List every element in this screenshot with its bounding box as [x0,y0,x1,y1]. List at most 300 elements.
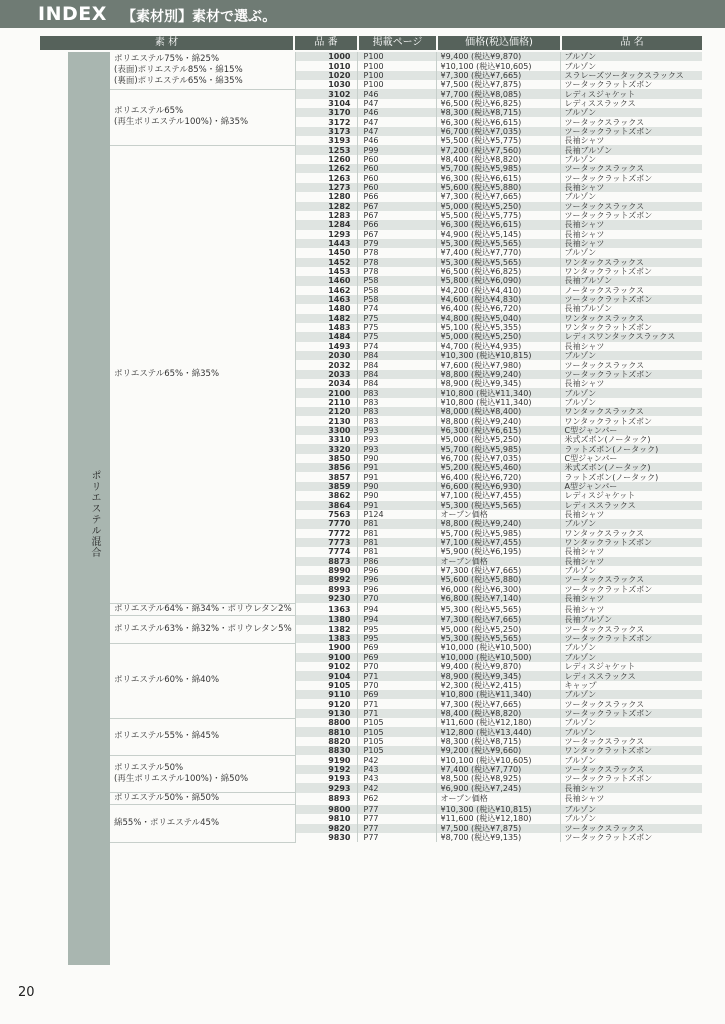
product-name-cell: ツータックラットズボン [560,774,702,783]
page-ref-cell: P71 [357,671,436,680]
product-name-cell: ツータックラットズボン [560,80,702,89]
product-name-cell: 長袖シャツ [560,220,702,229]
page-ref-cell: P47 [357,99,436,108]
product-name-cell: 米式ズボン(ノータック) [560,463,702,472]
product-name-cell: レディスジャケット [560,89,702,98]
price-cell: ¥5,000 (税込¥5,250) [436,202,560,211]
page-ref-cell: P94 [357,615,436,624]
product-name-cell: ツータックスラックス [560,824,702,833]
page-ref-cell: P78 [357,258,436,267]
table-row [110,793,702,805]
product-code-cell: 3862 [295,491,357,500]
page-ref-cell: P70 [357,681,436,690]
product-name-cell: キャップ [560,681,702,690]
page-ref-cell: P75 [357,332,436,341]
product-code-cell: 1380 [295,615,357,624]
page-ref-cell: P100 [357,80,436,89]
product-code-cell: 9130 [295,709,357,718]
product-code-cell: 9105 [295,681,357,690]
product-name-cell: ラットズボン(ノータック) [560,444,702,453]
page-ref-cell: P100 [357,52,436,61]
page-ref-cell: P71 [357,709,436,718]
price-cell: ¥6,700 (税込¥7,035) [436,454,560,463]
product-code-cell: 9190 [295,755,357,764]
price-cell: ¥10,300 (税込¥10,815) [436,351,560,360]
page-ref-cell: P77 [357,824,436,833]
product-code-cell: 1450 [295,248,357,257]
price-cell: ¥8,800 (税込¥9,240) [436,370,560,379]
product-name-cell: C型ジャンパー [560,454,702,463]
product-code-cell: 1283 [295,211,357,220]
product-code-cell: 2130 [295,416,357,425]
product-name-cell: レディスワンタックスラックス [560,332,702,341]
product-name-cell: ツータックラットズボン [560,833,702,842]
page-ref-cell: P96 [357,575,436,584]
page-ref-cell: P105 [357,727,436,736]
price-cell: ¥5,700 (税込¥5,985) [436,529,560,538]
product-name-cell: ブルゾン [560,155,702,164]
product-code-cell: 8992 [295,575,357,584]
product-code-cell: 1260 [295,155,357,164]
page-ref-cell: P100 [357,71,436,80]
page-ref-cell: P58 [357,295,436,304]
product-code-cell: 8873 [295,557,357,566]
price-cell: ¥8,300 (税込¥8,715) [436,737,560,746]
page-ref-cell: P66 [357,220,436,229]
page-ref-cell: P84 [357,360,436,369]
product-code-cell: 9230 [295,594,357,603]
product-code-cell: 8993 [295,585,357,594]
price-cell: ¥6,300 (税込¥6,615) [436,117,560,126]
product-name-cell: 長袖シャツ [560,594,702,603]
page-ref-cell: P46 [357,108,436,117]
price-cell: ¥5,500 (税込¥5,775) [436,211,560,220]
product-code-cell: 7772 [295,529,357,538]
price-cell: ¥12,800 (税込¥13,440) [436,727,560,736]
product-name-cell: ブルゾン [560,566,702,575]
product-code-cell: 2033 [295,370,357,379]
price-cell: ¥6,500 (税込¥6,825) [436,99,560,108]
product-name-cell: ワンタックスラックス [560,258,702,267]
product-code-cell: 1453 [295,267,357,276]
product-name-cell: ワンタックスラックス [560,529,702,538]
page-ref-cell: P75 [357,323,436,332]
product-code-cell: 8810 [295,727,357,736]
product-code-cell: 3856 [295,463,357,472]
price-cell: ¥6,300 (税込¥6,615) [436,173,560,182]
page-ref-cell: P95 [357,625,436,634]
product-name-cell: 長袖シャツ [560,136,702,145]
product-name-cell: ワンタックラットズボン [560,416,702,425]
price-cell: ¥8,800 (税込¥9,240) [436,416,560,425]
price-cell: ¥8,700 (税込¥9,135) [436,833,560,842]
price-cell: ¥10,100 (税込¥10,605) [436,61,560,70]
price-cell: ¥5,300 (税込¥5,565) [436,258,560,267]
price-cell: ¥5,300 (税込¥5,565) [436,239,560,248]
product-code-cell: 2030 [295,351,357,360]
page-ref-cell: P69 [357,643,436,652]
page-ref-cell: P86 [357,557,436,566]
price-cell: ¥10,100 (税込¥10,605) [436,755,560,764]
product-code-cell: 9100 [295,653,357,662]
product-name-cell: ツータックスラックス [560,737,702,746]
price-cell: ¥5,700 (税込¥5,985) [436,164,560,173]
product-code-cell: 1284 [295,220,357,229]
page-ref-cell: P74 [357,304,436,313]
page-ref-cell: P78 [357,267,436,276]
product-name-cell: ブルゾン [560,52,702,61]
table-row [110,755,702,764]
page-ref-cell: P105 [357,737,436,746]
price-cell: ¥8,000 (税込¥8,400) [436,407,560,416]
price-cell: ¥7,600 (税込¥7,980) [436,360,560,369]
page-ref-cell: P70 [357,594,436,603]
price-cell: ¥11,600 (税込¥12,180) [436,814,560,823]
material-cell: ポリエステル50%・綿50% [110,793,295,805]
price-cell: ¥4,800 (税込¥5,040) [436,314,560,323]
product-name-cell: 長袖ブルゾン [560,304,702,313]
product-name-cell: ツータックスラックス [560,117,702,126]
product-name-cell: A型ジャンパー [560,482,702,491]
page-ref-cell: P66 [357,192,436,201]
product-code-cell: 3173 [295,127,357,136]
product-code-cell: 8990 [295,566,357,575]
product-code-cell: 1452 [295,258,357,267]
page-ref-cell: P75 [357,314,436,323]
material-cell: ポリエステル64%・綿34%・ポリウレタン2% [110,603,295,615]
page-ref-cell: P94 [357,603,436,615]
price-cell: ¥9,400 (税込¥9,870) [436,662,560,671]
price-cell: ¥5,800 (税込¥6,090) [436,276,560,285]
page-number: 20 [18,985,35,1000]
price-cell: ¥5,300 (税込¥5,565) [436,501,560,510]
material-cell: ポリエステル65% (再生ポリエステル100%)・綿35% [110,89,295,145]
product-code-cell: 1363 [295,603,357,615]
price-cell: ¥7,300 (税込¥7,665) [436,192,560,201]
product-code-cell: 1482 [295,314,357,323]
page-ref-cell: P46 [357,136,436,145]
product-name-cell: ブルゾン [560,108,702,117]
price-cell: ¥7,300 (税込¥7,665) [436,615,560,624]
price-cell: ¥6,900 (税込¥7,245) [436,783,560,792]
price-cell: ¥9,200 (税込¥9,660) [436,746,560,755]
product-name-cell: ツータックラットズボン [560,211,702,220]
page-ref-cell: P47 [357,117,436,126]
price-cell: ¥8,900 (税込¥9,345) [436,379,560,388]
page-ref-cell: P60 [357,164,436,173]
product-name-cell: レディススラックス [560,99,702,108]
product-name-cell: 長袖シャツ [560,557,702,566]
product-code-cell: 9800 [295,805,357,814]
price-cell: ¥8,300 (税込¥8,715) [436,108,560,117]
price-cell: ¥6,600 (税込¥6,930) [436,482,560,491]
material-cell: ポリエステル55%・綿45% [110,718,295,755]
product-code-cell: 1262 [295,164,357,173]
price-cell: ¥9,400 (税込¥9,870) [436,52,560,61]
product-code-cell: 1253 [295,145,357,154]
column-header-code: 品 番 [295,36,357,50]
product-code-cell: 3310 [295,435,357,444]
price-cell: ¥6,300 (税込¥6,615) [436,426,560,435]
price-cell: オープン価格 [436,557,560,566]
page-ref-cell: P43 [357,765,436,774]
price-cell: ¥2,300 (税込¥2,415) [436,681,560,690]
product-code-cell: 1020 [295,71,357,80]
product-name-cell: 長袖シャツ [560,547,702,556]
material-cell: ポリエステル63%・綿32%・ポリウレタン5% [110,615,295,643]
product-name-cell: ブルゾン [560,755,702,764]
product-name-cell: ブルゾン [560,192,702,201]
product-code-cell: 1382 [295,625,357,634]
product-name-cell: 長袖ブルゾン [560,276,702,285]
page-ref-cell: P71 [357,699,436,708]
product-name-cell: 長袖シャツ [560,379,702,388]
product-code-cell: 1463 [295,295,357,304]
product-code-cell: 9104 [295,671,357,680]
product-name-cell: 長袖ブルゾン [560,615,702,624]
page-ref-cell: P93 [357,426,436,435]
product-code-cell: 9830 [295,833,357,842]
product-code-cell: 3857 [295,472,357,481]
product-name-cell: ブルゾン [560,388,702,397]
product-code-cell: 3104 [295,99,357,108]
price-cell: ¥7,400 (税込¥7,770) [436,248,560,257]
product-code-cell: 1493 [295,342,357,351]
page-ref-cell: P77 [357,805,436,814]
price-cell: ¥6,400 (税込¥6,720) [436,472,560,481]
price-cell: ¥10,800 (税込¥11,340) [436,398,560,407]
page-ref-cell: P81 [357,547,436,556]
price-cell: ¥8,900 (税込¥9,345) [436,671,560,680]
page-ref-cell: P69 [357,690,436,699]
product-code-cell: 1030 [295,80,357,89]
product-code-cell: 9102 [295,662,357,671]
product-code-cell: 3300 [295,426,357,435]
product-name-cell: ブルゾン [560,519,702,528]
price-cell: ¥5,300 (税込¥5,565) [436,603,560,615]
price-cell: ¥5,000 (税込¥5,250) [436,625,560,634]
price-cell: ¥5,500 (税込¥5,775) [436,136,560,145]
product-name-cell: ワンタックラットズボン [560,323,702,332]
product-code-cell: 3193 [295,136,357,145]
material-cell: ポリエステル75%・綿25% (表面)ポリエステル85%・綿15% (裏面)ポリエステル65%・綿35% [110,52,295,89]
page-ref-cell: P67 [357,211,436,220]
price-cell: ¥10,800 (税込¥11,340) [436,690,560,699]
product-name-cell: ラットズボン(ノータック) [560,472,702,481]
page-ref-cell: P90 [357,482,436,491]
price-cell: ¥5,600 (税込¥5,880) [436,575,560,584]
price-cell: ¥6,500 (税込¥6,825) [436,267,560,276]
product-name-cell: レディススラックス [560,501,702,510]
table-row [110,145,702,154]
product-name-cell: スラレーズツータックスラックス [560,71,702,80]
category-label: ポリエステル混合 [89,470,100,558]
product-code-cell: 1293 [295,230,357,239]
price-cell: ¥7,500 (税込¥7,875) [436,80,560,89]
product-name-cell: 長袖シャツ [560,603,702,615]
product-code-cell: 8820 [295,737,357,746]
page-ref-cell: P81 [357,529,436,538]
product-code-cell: 1000 [295,52,357,61]
product-name-cell: ワンタックスラックス [560,314,702,323]
page-ref-cell: P83 [357,388,436,397]
product-code-cell: 3172 [295,117,357,126]
product-code-cell: 1280 [295,192,357,201]
product-code-cell: 9193 [295,774,357,783]
page-ref-cell: P100 [357,61,436,70]
product-name-cell: ツータックスラックス [560,360,702,369]
product-code-cell: 1010 [295,61,357,70]
price-cell: ¥5,000 (税込¥5,250) [436,332,560,341]
product-code-cell: 2110 [295,398,357,407]
price-cell: ¥7,700 (税込¥8,085) [436,89,560,98]
page-ref-cell: P90 [357,491,436,500]
product-code-cell: 8800 [295,718,357,727]
product-name-cell: ブルゾン [560,351,702,360]
product-name-cell: ツータックラットズボン [560,709,702,718]
product-name-cell: レディスジャケット [560,491,702,500]
page-ref-cell: P83 [357,398,436,407]
column-header-price: 価格(税込価格) [438,36,560,50]
table-row [110,805,702,814]
price-cell: ¥7,100 (税込¥7,455) [436,491,560,500]
product-code-cell: 8893 [295,793,357,805]
price-cell: ¥6,700 (税込¥7,035) [436,127,560,136]
product-code-cell: 7774 [295,547,357,556]
price-cell: ¥4,600 (税込¥4,830) [436,295,560,304]
page-title: INDEX [38,3,107,25]
price-cell: ¥6,800 (税込¥7,140) [436,594,560,603]
price-cell: ¥6,400 (税込¥6,720) [436,304,560,313]
product-name-cell: 米式ズボン(ノータック) [560,435,702,444]
product-name-cell: ブルゾン [560,398,702,407]
price-cell: ¥8,400 (税込¥8,820) [436,155,560,164]
page-ref-cell: P124 [357,510,436,519]
page-ref-cell: P84 [357,351,436,360]
product-name-cell: ツータックスラックス [560,625,702,634]
product-code-cell: 1900 [295,643,357,652]
product-code-cell: 2120 [295,407,357,416]
page-ref-cell: P58 [357,286,436,295]
price-cell: ¥4,700 (税込¥4,935) [436,342,560,351]
product-code-cell: 1273 [295,183,357,192]
price-cell: ¥6,300 (税込¥6,615) [436,220,560,229]
product-name-cell: ブルゾン [560,653,702,662]
price-cell: ¥11,600 (税込¥12,180) [436,718,560,727]
page-ref-cell: P47 [357,127,436,136]
product-name-cell: ワンタックスラックス [560,407,702,416]
product-code-cell: 1263 [295,173,357,182]
page-ref-cell: P67 [357,230,436,239]
page-ref-cell: P96 [357,585,436,594]
page-ref-cell: P93 [357,444,436,453]
header-band [0,0,725,28]
material-cell: 綿55%・ポリエステル45% [110,805,295,842]
product-name-cell: ワンタックラットズボン [560,538,702,547]
product-name-cell: ノータックスラックス [560,286,702,295]
price-cell: ¥6,000 (税込¥6,300) [436,585,560,594]
column-header-page: 掲載ページ [359,36,436,50]
product-code-cell: 2100 [295,388,357,397]
price-cell: オープン価格 [436,793,560,805]
price-cell: ¥4,200 (税込¥4,410) [436,286,560,295]
product-code-cell: 9820 [295,824,357,833]
page-ref-cell: P95 [357,634,436,643]
page-ref-cell: P78 [357,248,436,257]
page-ref-cell: P79 [357,239,436,248]
product-name-cell: ブルゾン [560,690,702,699]
page-ref-cell: P96 [357,566,436,575]
price-cell: ¥7,300 (税込¥7,665) [436,699,560,708]
product-name-cell: レディススラックス [560,671,702,680]
product-name-cell: 長袖シャツ [560,183,702,192]
table-row [110,643,702,652]
product-code-cell: 3859 [295,482,357,491]
product-name-cell: C型ジャンパー [560,426,702,435]
page-ref-cell: P83 [357,407,436,416]
page-ref-cell: P105 [357,746,436,755]
page-ref-cell: P69 [357,653,436,662]
table-row [110,89,702,98]
price-cell: ¥5,100 (税込¥5,355) [436,323,560,332]
product-name-cell: ブルゾン [560,727,702,736]
price-cell: ¥7,500 (税込¥7,875) [436,824,560,833]
page-ref-cell: P77 [357,814,436,823]
table-row [110,615,702,624]
product-name-cell: ツータックラットズボン [560,370,702,379]
product-name-cell: ブルゾン [560,61,702,70]
product-name-cell: ツータックラットズボン [560,173,702,182]
product-name-cell: ツータックスラックス [560,575,702,584]
product-name-cell: ツータックラットズボン [560,585,702,594]
product-name-cell: 長袖ブルゾン [560,145,702,154]
price-cell: ¥10,300 (税込¥10,815) [436,805,560,814]
product-name-cell: ブルゾン [560,643,702,652]
product-name-cell: ワンタックラットズボン [560,267,702,276]
page-ref-cell: P43 [357,774,436,783]
product-code-cell: 2034 [295,379,357,388]
product-code-cell: 1484 [295,332,357,341]
page-ref-cell: P58 [357,276,436,285]
price-cell: ¥5,300 (税込¥5,565) [436,634,560,643]
page-ref-cell: P81 [357,519,436,528]
product-name-cell: 長袖シャツ [560,230,702,239]
product-name-cell: ツータックラットズボン [560,127,702,136]
table-row [110,718,702,727]
page-ref-cell: P90 [357,454,436,463]
price-cell: ¥7,300 (税込¥7,665) [436,71,560,80]
product-code-cell: 3864 [295,501,357,510]
product-code-cell: 1282 [295,202,357,211]
product-code-cell: 1483 [295,323,357,332]
price-cell: ¥5,200 (税込¥5,460) [436,463,560,472]
price-cell: ¥7,300 (税込¥7,665) [436,566,560,575]
product-name-cell: 長袖シャツ [560,793,702,805]
product-name-cell: 長袖シャツ [560,239,702,248]
page-ref-cell: P99 [357,145,436,154]
material-cell: ポリエステル50% (再生ポリエステル100%)・綿50% [110,755,295,792]
price-cell: ¥5,700 (税込¥5,985) [436,444,560,453]
price-cell: ¥7,200 (税込¥7,560) [436,145,560,154]
product-name-cell: 長袖シャツ [560,510,702,519]
price-cell: ¥8,800 (税込¥9,240) [436,519,560,528]
product-code-cell: 1480 [295,304,357,313]
price-cell: ¥10,000 (税込¥10,500) [436,653,560,662]
page-ref-cell: P81 [357,538,436,547]
page-ref-cell: P105 [357,718,436,727]
page-ref-cell: P62 [357,793,436,805]
product-code-cell: 9293 [295,783,357,792]
